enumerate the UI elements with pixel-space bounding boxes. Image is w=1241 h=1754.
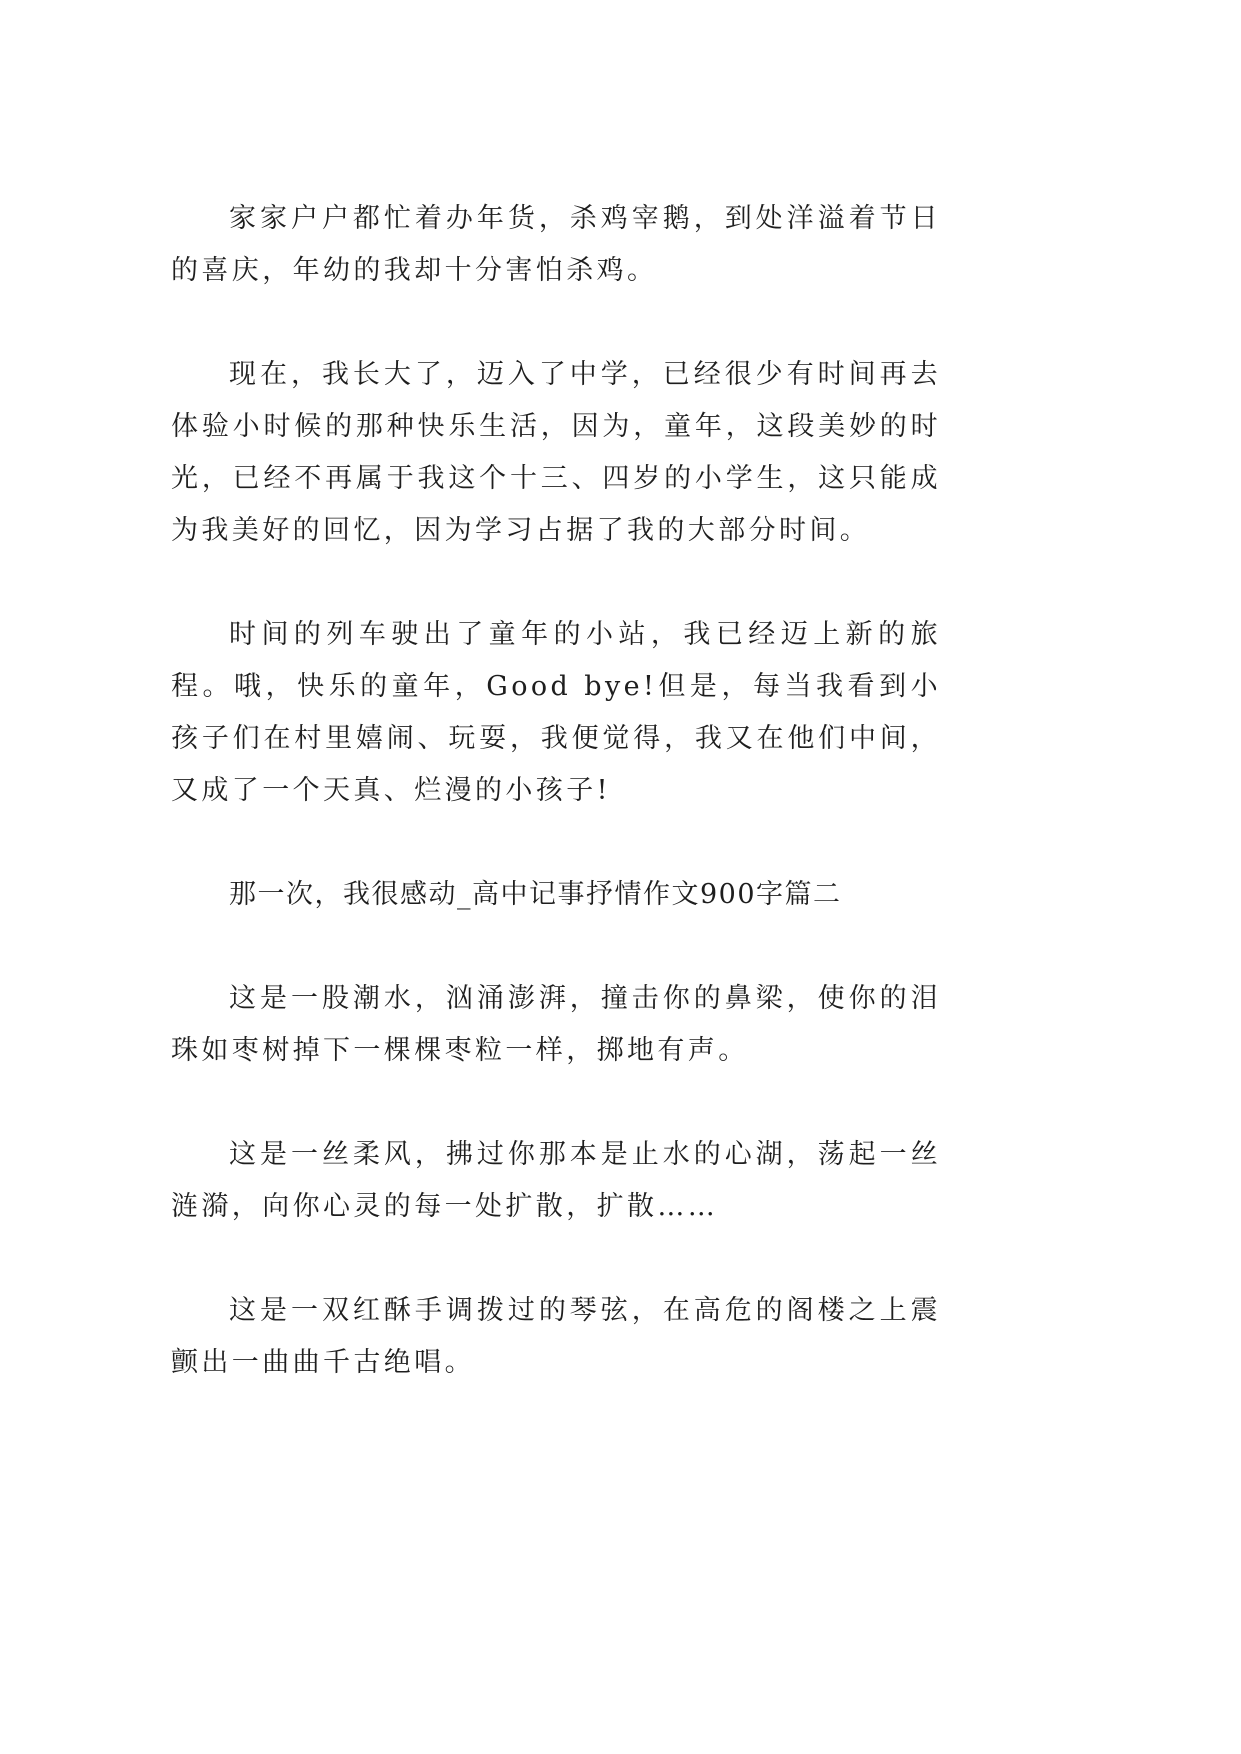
paragraph-growing-up: 现在，我长大了，迈入了中学，已经很少有时间再去体验小时候的那种快乐生活，因为，童年，这段美妙的时光，已经不再属于我这个十三、四岁的小学生，这只能成为我美好的回忆，因为学习占据了我的大部分时间。: [171, 359, 941, 546]
paragraph-tide: 这是一股潮水，汹涌澎湃，撞击你的鼻梁，使你的泪珠如枣树掉下一棵棵枣粒一样，掷地有声。: [171, 983, 941, 1066]
paragraph-breeze: 这是一丝柔风，拂过你那本是止水的心湖，荡起一丝涟漪，向你心灵的每一处扩散，扩散……: [171, 1139, 941, 1222]
paragraph-new-year: 家家户户都忙着办年货，杀鸡宰鹅，到处洋溢着节日的喜庆，年幼的我却十分害怕杀鸡。: [171, 203, 941, 286]
paragraph-strings: 这是一双红酥手调拨过的琴弦，在高危的阁楼之上震颤出一曲曲千古绝唱。: [171, 1295, 941, 1378]
document-body: [171, 193, 941, 1441]
paragraph-childhood-train: 时间的列车驶出了童年的小站，我已经迈上新的旅程。哦，快乐的童年，Good bye!但是，每当我看到小孩子们在村里嬉闹、玩耍，我便觉得，我又在他们中间，又成了一个天真、烂漫的小孩子!: [171, 619, 941, 806]
section-heading: 那一次，我很感动_高中记事抒情作文900字篇二: [229, 879, 842, 910]
